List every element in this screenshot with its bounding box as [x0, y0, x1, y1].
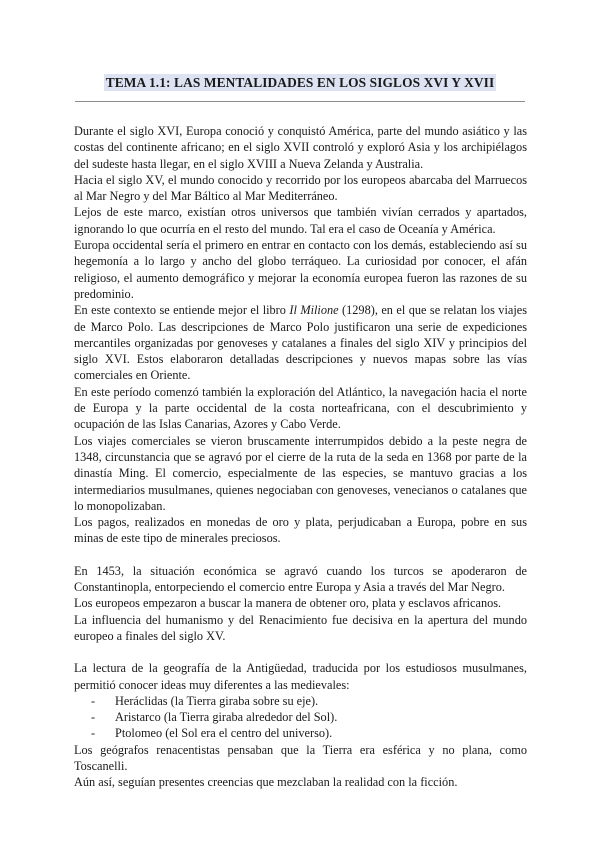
paragraph-text: En este contexto se entiende mejor el libro: [74, 303, 290, 318]
paragraph: Europa occidental sería el primero en entrar en contacto con los demás, estableciendo así su hegemonía a lo largo y ancho del globo terráqueo. La curiosidad por conocer, el afán religioso, el aumento demográfico y mejorar la economía europea fueron las razones de su predominio.: [74, 238, 527, 301]
list-marker: -: [91, 726, 96, 741]
paragraph-text: (1298), en el que se relatan los viajes de Marco Polo. Las descripciones de Marco Polo justificaron una serie de expediciones mercantiles organizadas por genoveses y catalanes a finales del siglo XIV y principios del siglo XVI. Estos elaboraron detalladas descripciones y nuevos mapas sobre las vías comerciales en Oriente.: [74, 303, 527, 383]
paragraph: Aún así, seguían presentes creencias que mezclaban la realidad con la ficción.: [74, 775, 458, 790]
paragraph: Los geógrafos renacentistas pensaban que la Tierra era esférica y no plana, como Toscanelli.: [74, 742, 527, 773]
list-item: [74, 709, 527, 725]
list-item-text: Aristarco (la Tierra giraba alrededor del Sol).: [115, 710, 338, 725]
paragraph: En este período comenzó también la exploración del Atlántico, la navegación hacia el norte de Europa y la parte occidental de la costa norteafricana, con el descubrimiento y ocupación de las Islas Canarias, Azores y Cabo Verde.: [74, 384, 527, 432]
paragraph: En 1453, la situación económica se agravó cuando los turcos se apoderaron de Constantinopla, entorpeciendo el comercio entre Europa y Asia a través del Mar Negro.: [74, 563, 527, 595]
paragraph: Durante el siglo XVI, Europa conoció y conquistó América, parte del mundo asiático y las costas del continente africano; en el siglo XVII controló y exploró Asia y los archipiélagos del sudeste hasta llegar, en el siglo XVIII a Nueva Zelanda y Australia.: [74, 124, 527, 171]
list-marker: -: [91, 693, 96, 708]
title-container: [0, 74, 600, 92]
paragraph: Los viajes comerciales se vieron bruscamente interrumpidos debido a la peste negra de 1348, circunstancia que se agravó por el cierre de la ruta de la seda en 1368 por parte de la dinastía Ming. El comercio, especialmente de las especies, se mantuvo gracias a los intermediarios musulmanes, quienes negociaban con genoveses, venecianos o catalanes que lo monopolizaban.: [74, 433, 527, 513]
paragraph: Los pagos, realizados en monedas de oro y plata, perjudicaban a Europa, pobre en sus minas de este tipo de minerales preciosos.: [74, 515, 527, 546]
list-item: [74, 725, 527, 741]
paragraph: La influencia del humanismo y del Renacimiento fue decisiva en la apertura del mundo europeo a finales del siglo XV.: [74, 612, 527, 643]
document-body: [74, 123, 527, 791]
paragraph: La lectura de la geografía de la Antigüedad, traducida por los estudiosos musulmanes, permitió conocer ideas muy diferentes a las medievales:: [74, 661, 527, 692]
paragraph: Los europeos empezaron a buscar la manera de obtener oro, plata y esclavos africanos.: [74, 596, 502, 611]
paragraph: Lejos de este marco, existían otros universos que también vivían cerrados y apartados, ignorando lo que ocurría en el resto del mundo. Tal era el caso de Oceanía y América.: [74, 205, 527, 236]
list-marker: -: [91, 710, 96, 725]
paragraph: Hacia el siglo XV, el mundo conocido y recorrido por los europeos abarcaba del Marruecos al Mar Negro y del Mar Báltico al Mar Mediterráneo.: [74, 172, 527, 204]
document-title: TEMA 1.1: LAS MENTALIDADES EN LOS SIGLOS XVI Y XVII: [105, 75, 495, 90]
bullet-list: [74, 693, 527, 742]
list-item: [74, 693, 527, 709]
list-item-text: Heráclidas (la Tierra giraba sobre su eje).: [115, 693, 319, 708]
title-divider: [75, 101, 525, 102]
list-item-text: Ptolomeo (el Sol era el centro del universo).: [115, 726, 333, 741]
book-title: Il Milione: [289, 303, 339, 318]
paragraph: [74, 302, 527, 383]
